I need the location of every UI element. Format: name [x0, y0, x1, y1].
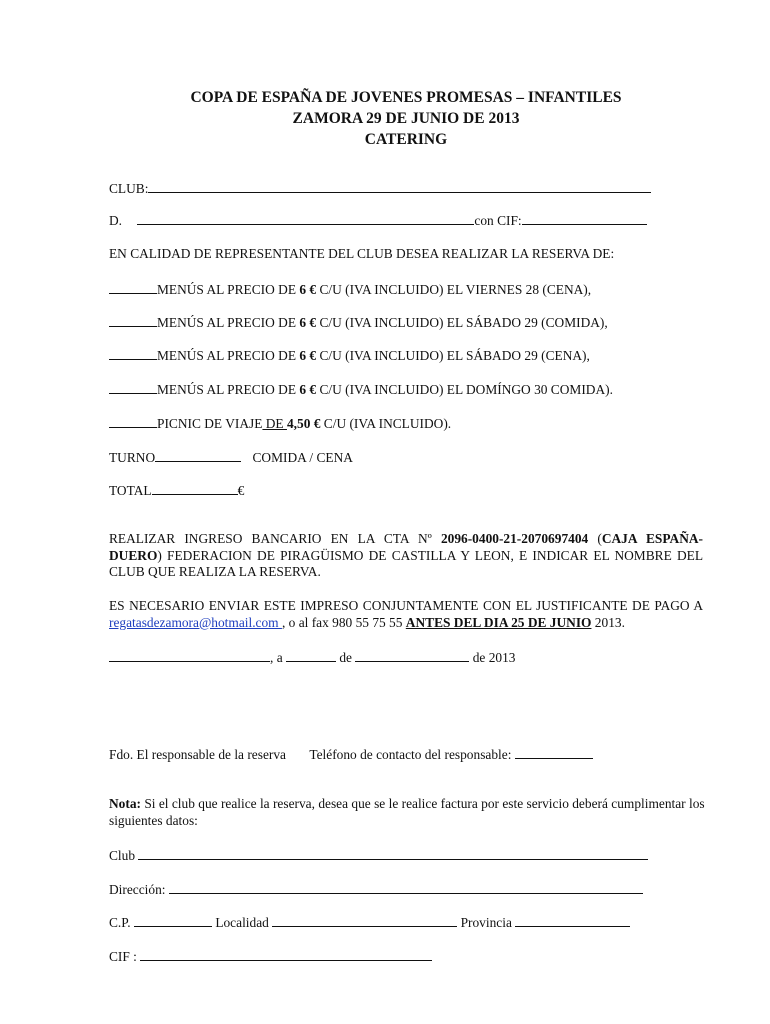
bank-text: REALIZAR INGRESO BANCARIO EN LA CTA Nº [109, 531, 441, 546]
invoice-address-row [109, 881, 643, 898]
menu-price: 6 € [299, 282, 317, 297]
send-text: , o al fax 980 55 75 55 [281, 614, 406, 630]
club-label: CLUB: [109, 181, 149, 196]
date-a: , a [270, 650, 283, 665]
turno-row [109, 449, 353, 466]
club-row [109, 180, 651, 197]
menu-row-4 [109, 381, 613, 398]
invoice-provincia-label: Provincia [460, 915, 512, 930]
menu-label: MENÚS AL PRECIO DE [157, 282, 300, 297]
email-link[interactable]: regatasdezamora@hotmail.com [109, 614, 282, 630]
cif-label: con CIF: [474, 213, 522, 228]
date-row [109, 649, 516, 666]
send-text: 2013. [591, 614, 625, 630]
total-field[interactable] [152, 482, 238, 495]
invoice-club-label: Club [109, 848, 136, 863]
deadline: ANTES DEL DIA 25 DE JUNIO [405, 614, 592, 630]
menu-label: MENÚS AL PRECIO DE [157, 348, 300, 363]
menu-desc: C/U (IVA INCLUIDO) EL DOMÍNGO 30 COMIDA). [319, 382, 613, 397]
menu-label: MENÚS AL PRECIO DE [157, 315, 300, 330]
invoice-address-field[interactable] [169, 881, 643, 894]
day-field[interactable] [286, 649, 336, 662]
menu-qty-field-2[interactable] [109, 314, 157, 327]
send-text: ES NECESARIO ENVIAR ESTE IMPRESO CONJUNTAMENTE CON EL JUSTIFICANTE DE PAGO A [109, 598, 703, 613]
picnic-label: PICNIC DE VIAJE [157, 416, 263, 431]
total-currency: € [237, 483, 245, 498]
representative-row [109, 212, 647, 229]
invoice-club-row [109, 847, 648, 864]
picnic-desc: C/U (IVA INCLUIDO). [323, 416, 452, 431]
phone-label: Teléfono de contacto del responsable: [309, 747, 512, 762]
note-text: Si el club que realice la reserva, desea que se le realice factura por este servicio deberá cumplimentar los siguientes datos: [109, 796, 705, 828]
place-field[interactable] [109, 649, 270, 662]
total-row [109, 482, 244, 499]
invoice-localidad-label: Localidad [215, 915, 269, 930]
signature-label: Fdo. El responsable de la reserva [109, 747, 286, 762]
club-field[interactable] [148, 180, 651, 193]
bank-account-number: 2096-0400-21-2070697404 [440, 531, 589, 546]
turno-label: TURNO [109, 450, 156, 465]
menu-row-3 [109, 347, 590, 364]
picnic-qty-field[interactable] [109, 415, 157, 428]
turno-field[interactable] [155, 449, 241, 462]
picnic-de: DE [262, 416, 287, 431]
menu-label: MENÚS AL PRECIO DE [157, 382, 300, 397]
note-paragraph [109, 796, 709, 829]
bank-text: ) FEDERACION DE PIRAGÜISMO DE CASTILLA Y LEON, E INDICAR EL NOMBRE DEL CLUB QUE REALIZA LA RESERVA. [109, 547, 703, 579]
month-field[interactable] [355, 649, 469, 662]
total-label: TOTAL [109, 483, 152, 498]
d-label: D. [109, 213, 123, 228]
menu-desc: C/U (IVA INCLUIDO) EL SÁBADO 29 (CENA), [319, 348, 590, 363]
invoice-cif-row [109, 948, 432, 965]
invoice-cif-label: CIF : [109, 949, 137, 964]
invoice-cp-field[interactable] [134, 914, 212, 927]
menu-desc: C/U (IVA INCLUIDO) EL SÁBADO 29 (COMIDA), [319, 315, 608, 330]
menu-qty-field-4[interactable] [109, 381, 157, 394]
title-line-1: COPA DE ESPAÑA DE JOVENES PROMESAS – INFANTILES [190, 89, 622, 106]
title-line-2: ZAMORA 29 DE JUNIO DE 2013 [292, 110, 520, 127]
signature-row [109, 746, 593, 763]
representative-name-field[interactable] [137, 212, 474, 225]
cif-field[interactable] [522, 212, 647, 225]
menu-row-1 [109, 281, 591, 298]
menu-qty-field-3[interactable] [109, 347, 157, 360]
invoice-cp-label: C.P. [109, 915, 131, 930]
invoice-location-row [109, 914, 630, 931]
bank-paragraph [109, 531, 703, 581]
intro-text: EN CALIDAD DE REPRESENTANTE DEL CLUB DESEA REALIZAR LA RESERVA DE: [109, 246, 615, 261]
document-title [0, 87, 770, 150]
invoice-provincia-field[interactable] [515, 914, 630, 927]
bank-text: ( [588, 531, 602, 546]
invoice-address-label: Dirección: [109, 882, 166, 897]
invoice-cif-field[interactable] [140, 948, 432, 961]
invoice-localidad-field[interactable] [272, 914, 457, 927]
menu-qty-field-1[interactable] [109, 281, 157, 294]
menu-price: 6 € [299, 348, 317, 363]
picnic-row [109, 415, 451, 432]
menu-row-2 [109, 314, 608, 331]
picnic-price: 4,50 € [286, 416, 321, 431]
date-de: de [339, 650, 352, 665]
menu-price: 6 € [299, 382, 317, 397]
bank-name: CAJA ESPAÑA-DUERO [109, 531, 703, 563]
date-year: de 2013 [472, 650, 516, 665]
phone-field[interactable] [515, 746, 593, 759]
invoice-club-field[interactable] [138, 847, 648, 860]
note-label: Nota: [109, 796, 141, 811]
menu-desc: C/U (IVA INCLUIDO) EL VIERNES 28 (CENA), [319, 282, 592, 297]
menu-price: 6 € [299, 315, 317, 330]
send-paragraph [109, 598, 703, 631]
turno-options: COMIDA / CENA [252, 450, 353, 465]
title-line-3: CATERING [364, 131, 448, 148]
